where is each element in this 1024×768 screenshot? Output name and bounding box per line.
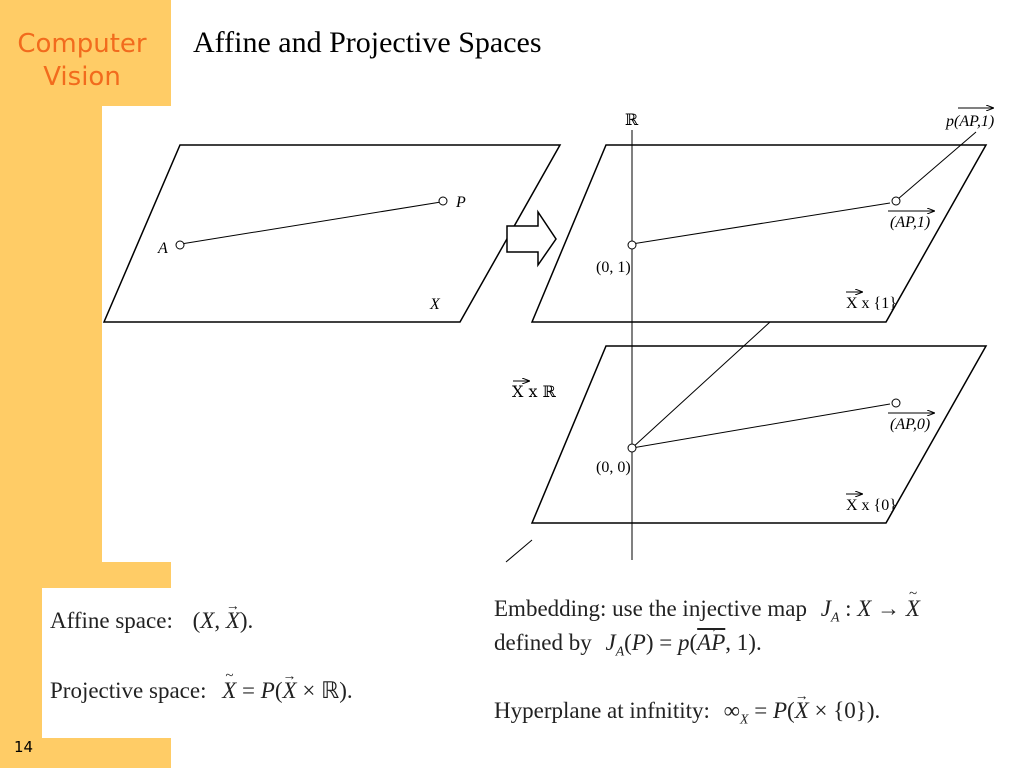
defined-by-line: defined by $J_A(P) = p(\to \overline{AP}$, 1). bbox=[494, 630, 762, 660]
affine-space-definition: Affine space: (X, → X). bbox=[50, 608, 253, 634]
defined-by-formula: $J_A(P) = p(\to \overline{AP}$, 1). bbox=[605, 630, 761, 655]
projection-line-label: p(AP,1) bbox=[946, 113, 995, 130]
real-axis-label: ℝ bbox=[625, 110, 639, 129]
plane-x-times-1-label: X x {1} bbox=[846, 295, 897, 312]
origin-0-label: (0, 0) bbox=[596, 459, 631, 476]
ap-1-label: (AP,1) bbox=[890, 214, 931, 231]
x-times-r-label: X x ℝ bbox=[512, 382, 556, 401]
page-number: 14 bbox=[14, 738, 34, 756]
hyperplane-formula: $\infty_X = P(\to X \times \{0\})$. bbox=[724, 698, 881, 723]
logo-line-vision: Vision bbox=[43, 62, 121, 92]
point-a-label: A bbox=[158, 240, 168, 257]
embedding-line: Embedding: use the injective map $J_A$ : X → ~ X bbox=[494, 596, 920, 626]
definitions-panel bbox=[42, 588, 456, 738]
slide-title: Affine and Projective Spaces bbox=[193, 26, 542, 59]
bottom-plane-x-times-0 bbox=[506, 322, 986, 562]
plane-x-label: X bbox=[430, 296, 440, 313]
logo-line-computer: Computer bbox=[17, 29, 147, 59]
origin-1-label: (0, 1) bbox=[596, 259, 631, 276]
left-affine-plane bbox=[104, 145, 560, 322]
embedding-arrow bbox=[507, 212, 556, 265]
embedding-map-formula: $J_A$ : X → ~ X bbox=[821, 596, 920, 621]
projective-space-formula: ~ X = P(→ X × ℝ). bbox=[222, 678, 352, 703]
ap-0-label: (AP,0) bbox=[890, 416, 931, 433]
point-p-label: P bbox=[456, 194, 466, 211]
affine-space-formula: (X, → X). bbox=[193, 608, 254, 633]
hyperplane-line: Hyperplane at infnitity: $\infty_X = P(\to X \times \{0\})$. bbox=[494, 698, 880, 728]
projective-space-definition: Projective space: ~ X = P(→ X × ℝ). bbox=[50, 678, 353, 704]
embedding-panel bbox=[492, 588, 1008, 738]
plane-x-times-0-label: X x {0} bbox=[846, 497, 897, 514]
top-plane-x-times-1 bbox=[532, 108, 994, 560]
